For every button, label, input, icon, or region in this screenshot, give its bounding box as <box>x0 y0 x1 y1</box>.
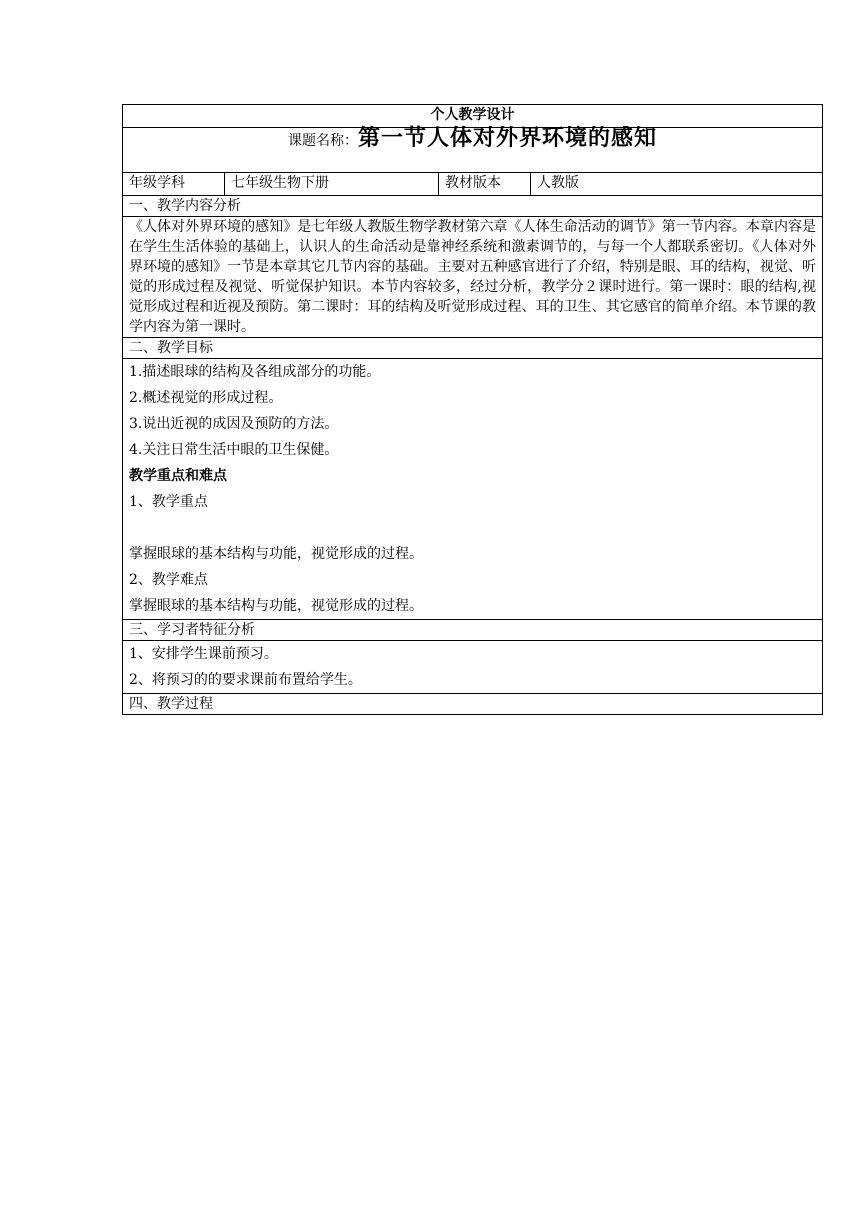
meta-row <box>123 173 823 196</box>
key-point-label: 1、教学重点 <box>129 494 208 510</box>
lesson-design-table <box>122 104 823 715</box>
objectives-heading-row <box>123 338 823 359</box>
objective-item: 2.概述视觉的形成过程。 <box>129 390 283 406</box>
textbook-value: 人教版 <box>531 173 823 196</box>
learner-item: 1、安排学生课前预习。 <box>129 646 278 662</box>
grade-subject-label: 年级学科 <box>123 173 225 196</box>
content-analysis-body-row <box>123 217 823 338</box>
document-title: 个人教学设计 <box>123 105 823 128</box>
content-analysis-heading: 一、教学内容分析 <box>123 196 823 217</box>
process-heading-row <box>123 694 823 715</box>
textbook-label: 教材版本 <box>439 173 531 196</box>
key-point-text: 掌握眼球的基本结构与功能，视觉形成的过程。 <box>129 546 423 562</box>
grade-subject-value: 七年级生物下册 <box>225 173 439 196</box>
objectives-body-row <box>123 359 823 620</box>
blank-line <box>129 515 816 541</box>
learner-body-row <box>123 641 823 694</box>
learner-heading-row <box>123 620 823 641</box>
learner-analysis-body <box>123 641 823 694</box>
key-difficulty-heading: 教学重点和难点 <box>129 468 227 484</box>
course-name: 第一节人体对外界环境的感知 <box>357 125 657 151</box>
objective-item: 4.关注日常生活中眼的卫生保健。 <box>129 442 339 458</box>
difficulty-label: 2、教学难点 <box>129 572 208 588</box>
learner-analysis-heading: 三、学习者特征分析 <box>123 620 823 641</box>
course-cell <box>123 125 823 173</box>
objectives-body <box>123 359 823 620</box>
objective-item: 1.描述眼球的结构及各组成部分的功能。 <box>129 364 381 380</box>
content-analysis-text <box>123 217 823 338</box>
course-row <box>123 128 823 173</box>
process-heading: 四、教学过程 <box>123 694 823 715</box>
content-analysis-heading-row <box>123 196 823 217</box>
difficulty-text: 掌握眼球的基本结构与功能，视觉形成的过程。 <box>129 598 423 614</box>
learner-item: 2、将预习的的要求课前布置给学生。 <box>129 672 362 688</box>
objective-item: 3.说出近视的成因及预防的方法。 <box>129 416 339 432</box>
content-analysis-paragraph: 《人体对外界环境的感知》是七年级人教版生物学教材第六章《人体生命活动的调节》第一节内容。本章内容是在学生生活体验的基础上，认识人的生命活动是靠神经系统和激素调节的，与每一个人都联系密切。《人体对外界环境的感知》一节是本章其它几节内容的基础。主要对五种感官进行了介绍，特别是眼、耳的结构，视觉、听觉的形成过程及视觉、听觉保护知识。本节内容较多，经过分析，教学分２课时进行。第一课时：眼的结构,视觉形成过程和近视及预防。第二课时：耳的结构及听觉形成过程、耳的卫生、其它感官的简单介绍。本节课的教学内容为第一课时。 <box>129 219 816 335</box>
objectives-heading: 二、教学目标 <box>123 338 823 359</box>
course-label: 课题名称： <box>287 133 358 149</box>
